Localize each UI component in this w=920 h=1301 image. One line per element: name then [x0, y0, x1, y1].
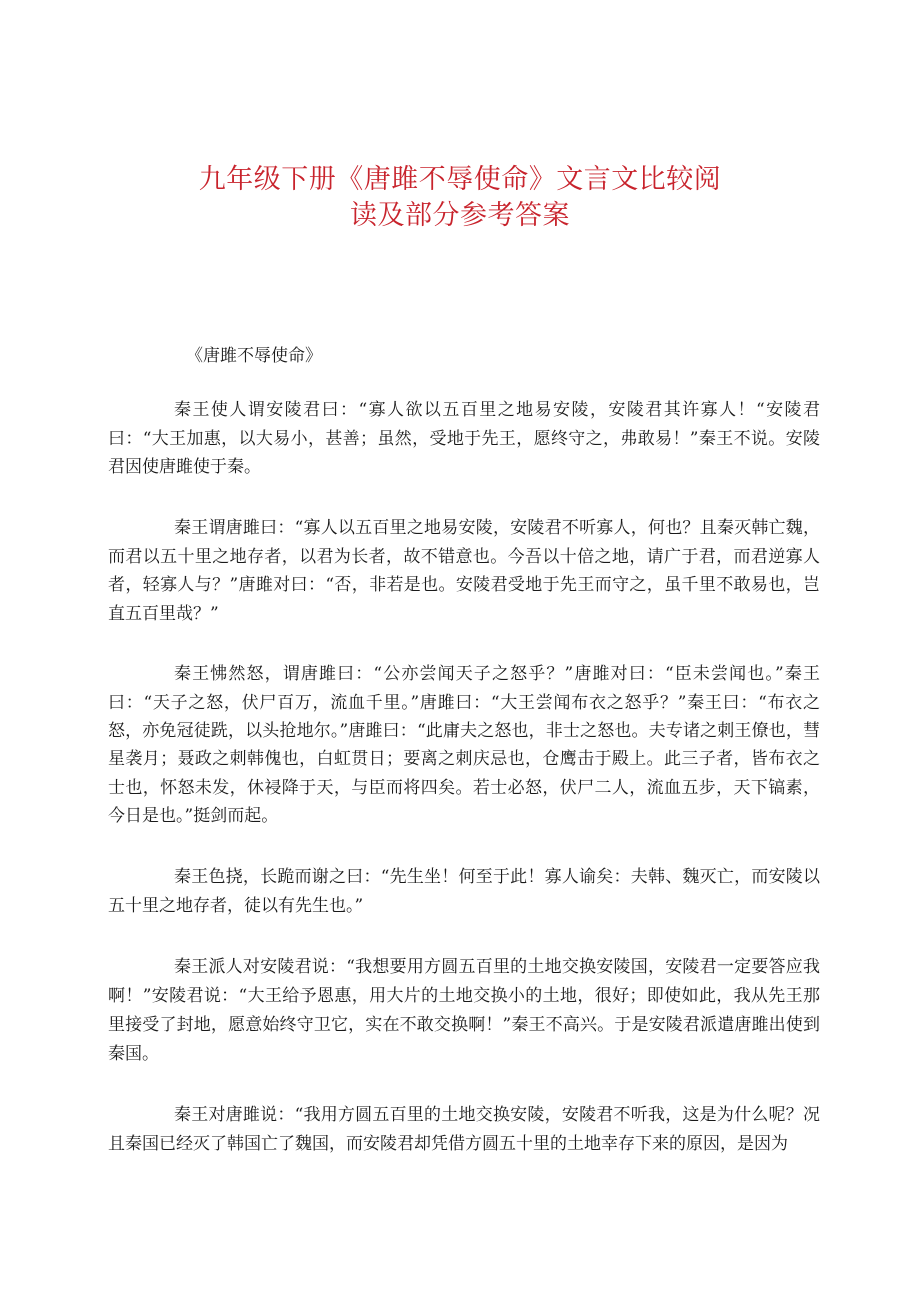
text-subheading: 《唐雎不辱使命》: [186, 346, 322, 366]
paragraph-2: 秦王谓唐雎曰：“寡人以五百里之地易安陵，安陵君不听寡人，何也？且秦灭韩亡魏，而君以五十里之地存者，以君为长者，故不错意也。今吾以十倍之地，请广于君，而君逆寡人者，轻寡人与？”唐雎对曰：“否，非若是也。安陵君受地于先王而守之，虽千里不敢易也，岂直五百里哉？”: [108, 518, 820, 624]
paragraph-4: 秦王色挠，长跪而谢之曰：“先生坐！何至于此！寡人谕矣：夫韩、魏灭亡，而安陵以五十里之地存者，徒以有先生也。”: [108, 866, 820, 916]
paragraph-1: 秦王使人谓安陵君曰：“寡人欲以五百里之地易安陵，安陵君其许寡人！“安陵君曰：“大王加惠，以大易小，甚善；虽然，受地于先王，愿终守之，弗敢易！”秦王不说。安陵君因使唐雎使于秦。: [108, 400, 820, 478]
document-title: [180, 162, 740, 234]
paragraph-3: 秦王怫然怒，谓唐雎曰：“公亦尝闻天子之怒乎？”唐雎对曰：“臣未尝闻也。”秦王曰：“天子之怒，伏尸百万，流血千里。”唐雎曰：“大王尝闻布衣之怒乎？”秦王曰：“布衣之怒，亦免冠徒跣，以头抢地尔。”唐雎曰：“此庸夫之怒也，非士之怒也。夫专诸之刺王僚也，彗星袭月；聂政之刺韩傀也，白虹贯日；要离之刺庆忌也，仓鹰击于殿上。此三子者，皆布衣之士也，怀怒未发，休祲降于天，与臣而将四矣。若士必怒，伏尸二人，流血五步，天下镐素，今日是也。”挺剑而起。: [108, 664, 820, 827]
title-line-1: 九年级下册《唐雎不辱使命》文言文比较阅: [198, 164, 722, 195]
document-body: [108, 343, 820, 1191]
title-line-2: 读及部分参考答案: [350, 200, 570, 231]
paragraph-5: 秦王派人对安陵君说：“我想要用方圆五百里的土地交换安陵国，安陵君一定要答应我啊！”安陵君说：“大王给予恩惠，用大片的土地交换小的土地，很好；即使如此，我从先王那里接受了封地，愿意始终守卫它，实在不敢交换啊！”秦王不高兴。于是安陵君派遣唐雎出使到秦国。: [108, 956, 820, 1064]
paragraph-6: 秦王对唐雎说：“我用方圆五百里的土地交换安陵，安陵君不听我，这是为什么呢？况且秦国已经灭了韩国亡了魏国，而安陵君却凭借方圆五十里的土地幸存下来的原因，是因为: [108, 1104, 820, 1154]
